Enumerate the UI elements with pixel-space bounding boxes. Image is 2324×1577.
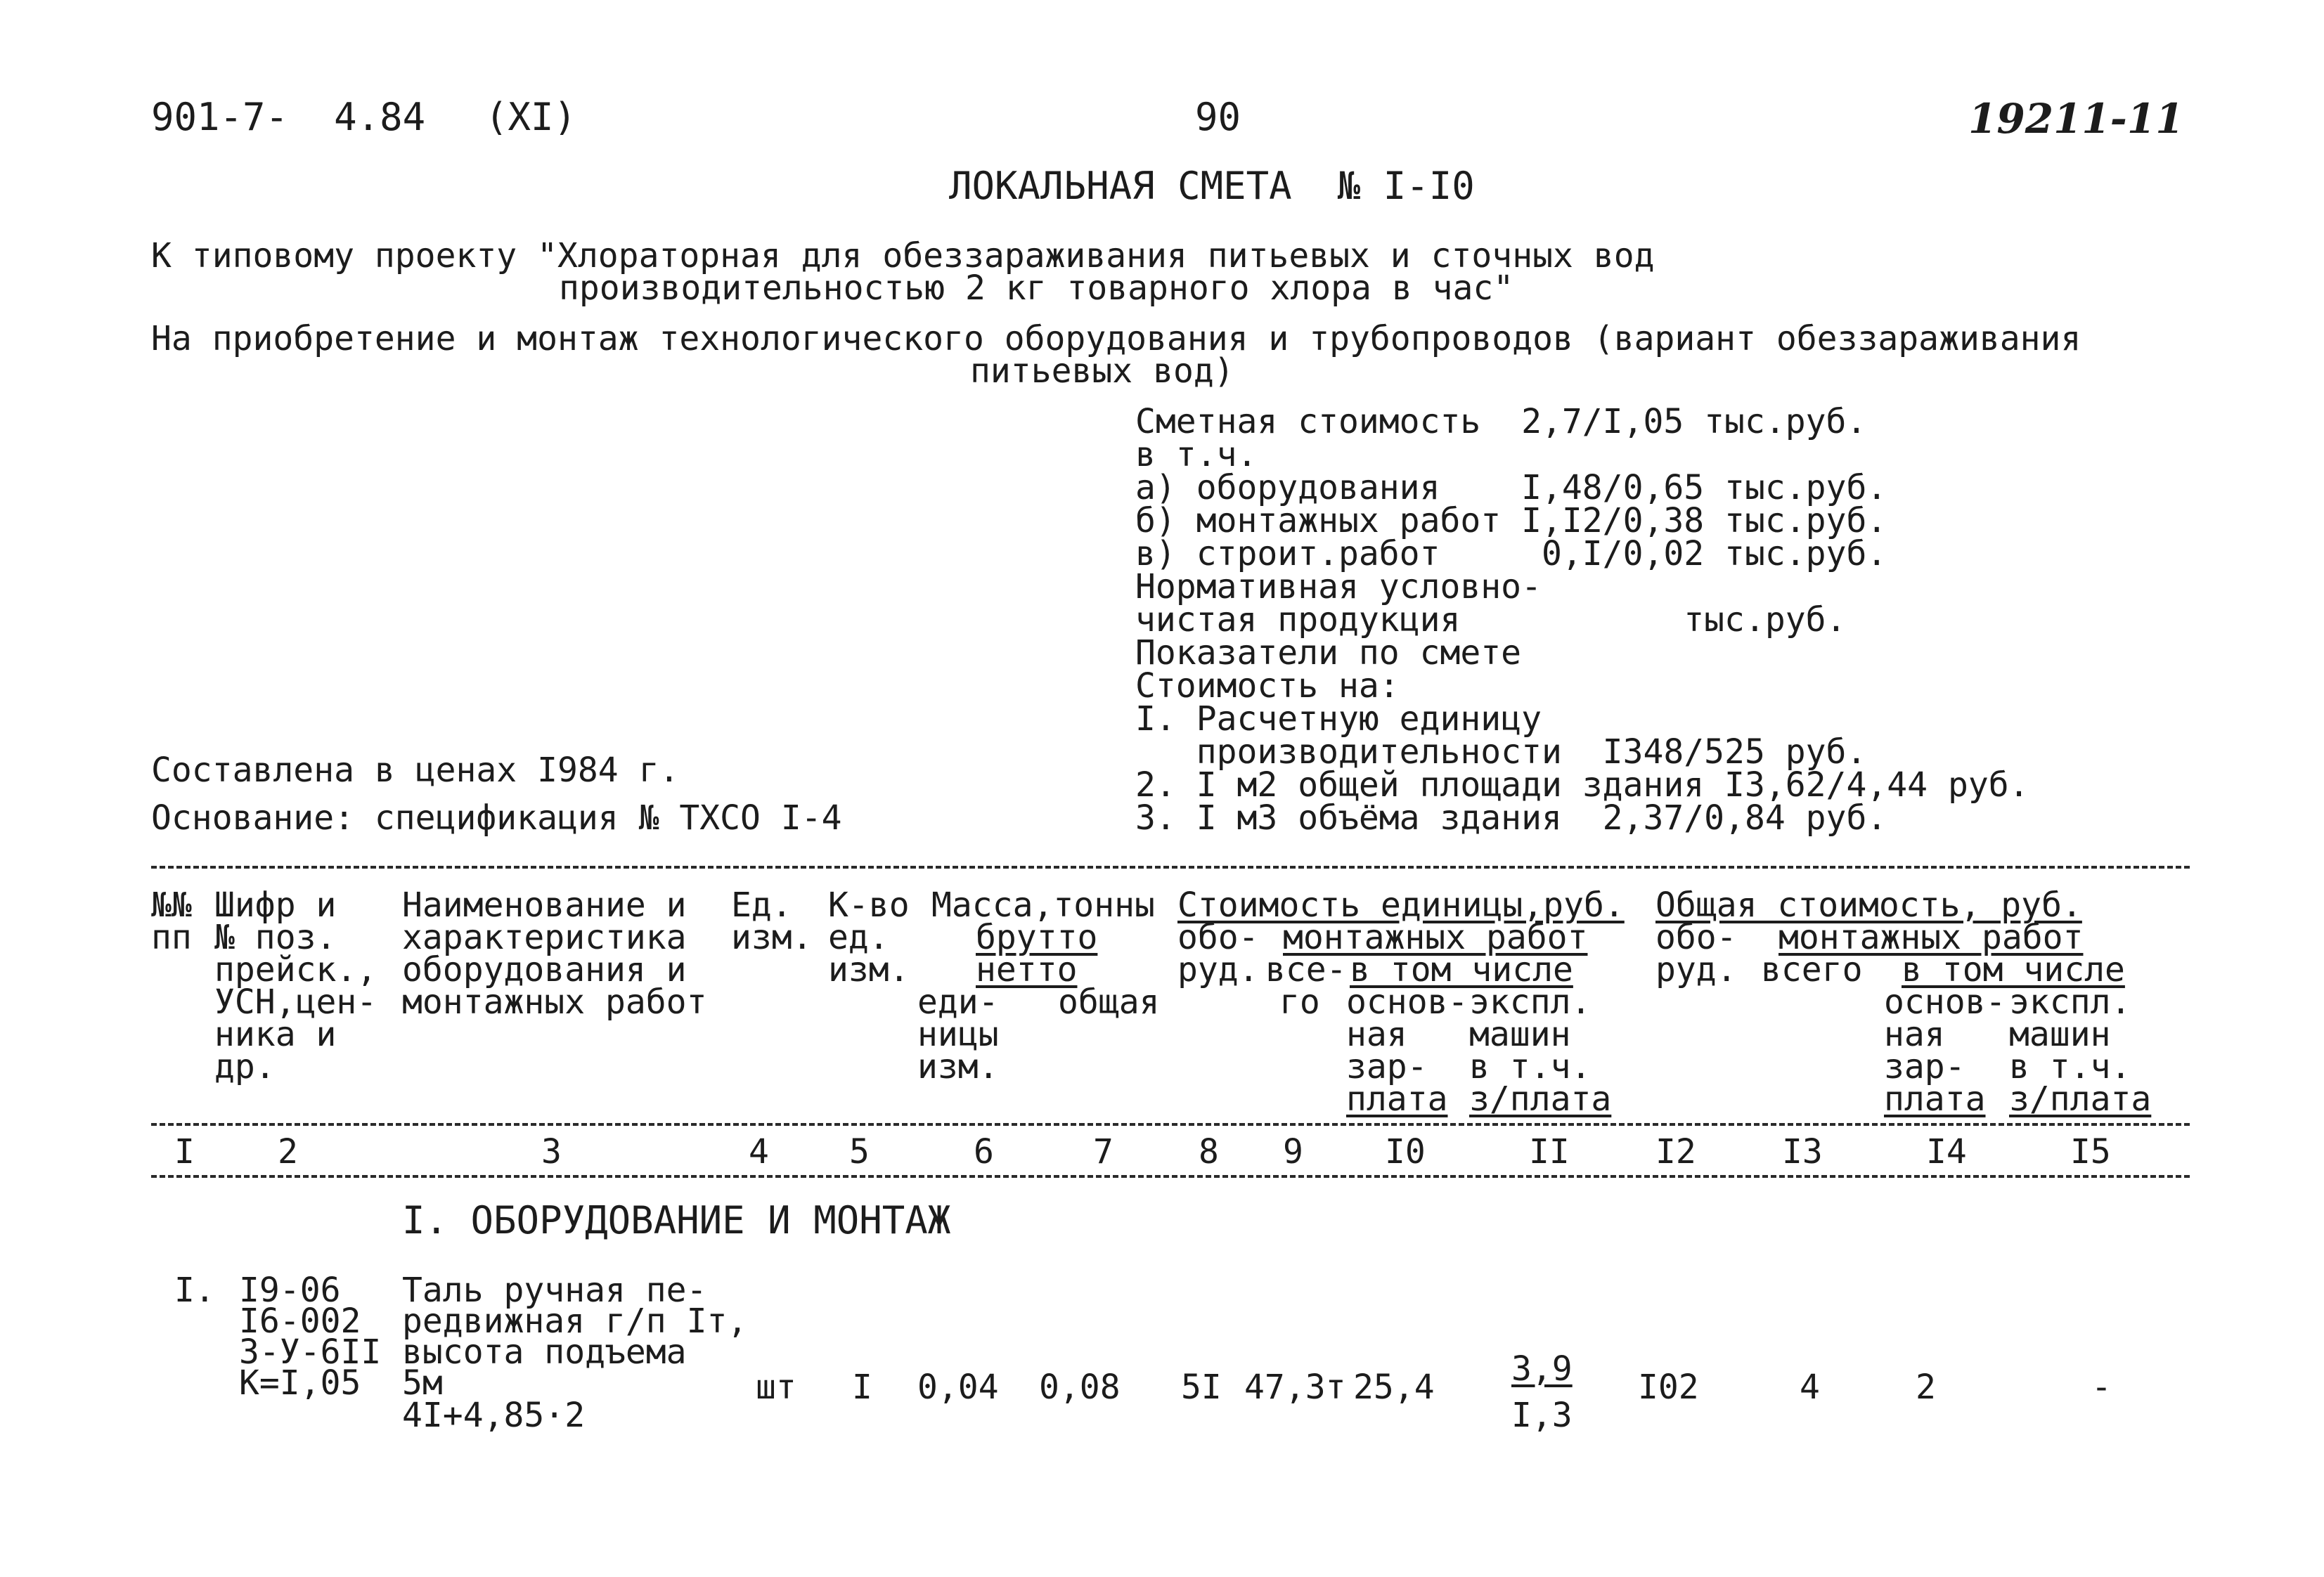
col-1-header: пп <box>151 918 192 957</box>
purpose-line-2: питьевых вод) <box>970 351 1234 391</box>
col-15-header: з/плата <box>2009 1079 2152 1119</box>
summary-line: 3. I м3 объёма здания 2,37/0,84 руб. <box>1135 798 1887 838</box>
col-11-header: в т.ч. <box>1469 1047 1592 1086</box>
col-14-header: зар- <box>1884 1047 1965 1086</box>
summary-line: Стоимость на: <box>1135 666 1400 706</box>
col-13-header: всего <box>1761 950 1863 989</box>
row-name: редвижная г/п Iт, <box>402 1302 748 1341</box>
row-machines-top: 3,9 <box>1511 1349 1573 1389</box>
page-number: 90 <box>1195 95 1241 139</box>
row-total-salary: 2 <box>1916 1368 1936 1407</box>
col-3-header: монтажных работ <box>402 982 707 1022</box>
col-12-header: обо- <box>1655 918 1737 957</box>
summary-line: а) оборудования I,48/0,65 тыс.руб. <box>1135 468 1887 507</box>
col-11-header: машин <box>1469 1015 1571 1054</box>
column-number: 3 <box>541 1132 562 1172</box>
col-9-header: го <box>1279 982 1320 1022</box>
column-number: I3 <box>1782 1132 1823 1172</box>
mass-brutto-header: брутто <box>976 918 1098 957</box>
col-3-header: оборудования и <box>402 950 687 989</box>
row-formula: 4I+4,85·2 <box>402 1396 586 1435</box>
total-incl-header: в том числе <box>1902 950 2125 989</box>
summary-line: в) строит.работ 0,I/0,02 тыс.руб. <box>1135 534 1887 573</box>
column-number: 2 <box>278 1132 298 1172</box>
archive-number: 19211-11 <box>1968 95 2184 143</box>
summary-line: б) монтажных работ I,I2/0,38 тыс.руб. <box>1135 501 1887 540</box>
row-total-equipment: I02 <box>1638 1368 1699 1407</box>
col-2-header: Шифр и <box>214 885 337 925</box>
col-2-header: ника и <box>214 1015 337 1054</box>
row-total-mounting: 4 <box>1800 1368 1820 1407</box>
numbers-bottom-rule <box>151 1175 2190 1178</box>
column-number: I4 <box>1926 1132 1967 1172</box>
col-2-header: др. <box>214 1047 276 1086</box>
column-number: 9 <box>1283 1132 1303 1172</box>
row-code: К=I,05 <box>239 1363 361 1403</box>
column-number: I2 <box>1655 1132 1696 1172</box>
table-top-rule <box>151 866 2190 869</box>
unit-mounting-header: монтажных работ <box>1283 918 1588 957</box>
row-machines-bottom: I,3 <box>1511 1396 1573 1435</box>
row-mass-unit: 0,04 <box>917 1368 999 1407</box>
summary-line: Сметная стоимость 2,7/I,05 тыс.руб. <box>1135 402 1867 441</box>
col-11-header: з/плата <box>1469 1079 1612 1119</box>
row-code: I9-06 <box>239 1271 341 1310</box>
col-2-header: прейск., <box>214 950 377 989</box>
summary-line: Нормативная условно- <box>1135 567 1542 606</box>
col-14-header: ная <box>1884 1015 1945 1054</box>
document-title: ЛОКАЛЬНАЯ СМЕТА № I-I0 <box>949 164 1475 208</box>
row-unit: шт <box>756 1368 796 1407</box>
summary-line: производительности I348/525 руб. <box>1135 732 1867 772</box>
col-6-header: ницы <box>917 1015 999 1054</box>
summary-line: Показатели по смете <box>1135 633 1522 673</box>
column-number: I0 <box>1385 1132 1426 1172</box>
purpose-line-1: На приобретение и монтаж технологического оборудования и трубопроводов (вариант обеззараживания <box>151 319 2081 358</box>
column-number: 5 <box>849 1132 870 1172</box>
col-15-header: машин <box>2009 1015 2111 1054</box>
summary-line: 2. I м2 общей площади здания I3,62/4,44 руб. <box>1135 765 2029 805</box>
col-8-header: обо- <box>1177 918 1259 957</box>
unit-cost-header: Стоимость единицы,руб. <box>1177 885 1625 925</box>
col-10-header: ная <box>1346 1015 1407 1054</box>
col-3-header: характеристика <box>402 918 687 957</box>
basis: Основание: спецификация № ТХСО I-4 <box>151 798 842 838</box>
column-number: 7 <box>1093 1132 1113 1172</box>
row-salary: 25,4 <box>1353 1368 1435 1407</box>
row-number: I. <box>174 1271 215 1310</box>
document-part: (XI) <box>485 95 577 139</box>
total-cost-header: Общая стоимость, руб. <box>1655 885 2082 925</box>
document-code: 901-7- 4.84 <box>151 95 426 139</box>
row-name: высота подъема <box>402 1332 687 1372</box>
col-10-header: плата <box>1346 1079 1448 1119</box>
col-6-header: еди- <box>917 982 999 1022</box>
project-line-1: К типовому проекту "Хлораторная для обеззараживания питьевых и сточных вод <box>151 236 1655 275</box>
col-15-header: в т.ч. <box>2009 1047 2131 1086</box>
row-name: 5м <box>402 1363 443 1403</box>
col-5-header: К-во <box>828 885 910 925</box>
summary-line: I. Расчетную единицу <box>1135 699 1542 739</box>
col-2-header: № поз. <box>214 918 337 957</box>
col-7-header: общая <box>1058 982 1160 1022</box>
column-number: I <box>174 1132 195 1172</box>
column-number: I5 <box>2070 1132 2111 1172</box>
col-4-header: Ед. <box>731 885 792 925</box>
col-15-header: экспл. <box>2009 982 2131 1022</box>
column-number: 6 <box>974 1132 994 1172</box>
row-code: I6-002 <box>239 1302 361 1341</box>
total-mounting-header: монтажных работ <box>1778 918 2084 957</box>
mass-header: Масса,тонны <box>931 885 1155 925</box>
summary-line: чистая продукция тыс.руб. <box>1135 600 1847 640</box>
row-name: Таль ручная пе- <box>402 1271 707 1310</box>
header-bottom-rule <box>151 1123 2190 1126</box>
col-2-header: УСН,цен- <box>214 982 377 1022</box>
col-5-header: изм. <box>828 950 910 989</box>
col-3-header: Наименование и <box>402 885 687 925</box>
summary-line: в т.ч. <box>1135 435 1258 474</box>
mass-netto-header: нетто <box>976 950 1078 989</box>
col-11-header: экспл. <box>1469 982 1592 1022</box>
row-mounting-total: 47,3т <box>1244 1368 1346 1407</box>
column-number: 8 <box>1199 1132 1219 1172</box>
col-10-header: зар- <box>1346 1047 1428 1086</box>
col-8-header: руд. <box>1177 950 1259 989</box>
col-5-header: ед. <box>828 918 889 957</box>
col-9-header: все- <box>1265 950 1347 989</box>
row-mass-total: 0,08 <box>1039 1368 1121 1407</box>
column-number: 4 <box>749 1132 769 1172</box>
row-total-machines: - <box>2091 1368 2112 1407</box>
compiled-prices: Составлена в ценах I984 г. <box>151 751 680 790</box>
unit-incl-header: в том числе <box>1350 950 1573 989</box>
row-quantity: I <box>852 1368 872 1407</box>
row-code: 3-У-6II <box>239 1332 382 1372</box>
col-10-header: основ- <box>1346 982 1468 1022</box>
col-14-header: плата <box>1884 1079 1986 1119</box>
section-title: I. ОБОРУДОВАНИЕ И МОНТАЖ <box>402 1198 951 1242</box>
project-line-2: производительностью 2 кг товарного хлора в час" <box>559 268 1514 308</box>
column-number: II <box>1529 1132 1570 1172</box>
col-1-header: №№ <box>151 885 192 925</box>
col-6-header: изм. <box>917 1047 999 1086</box>
col-12-header: руд. <box>1655 950 1737 989</box>
col-4-header: изм. <box>731 918 813 957</box>
col-14-header: основ- <box>1884 982 2006 1022</box>
row-equipment-cost: 5I <box>1181 1368 1222 1407</box>
